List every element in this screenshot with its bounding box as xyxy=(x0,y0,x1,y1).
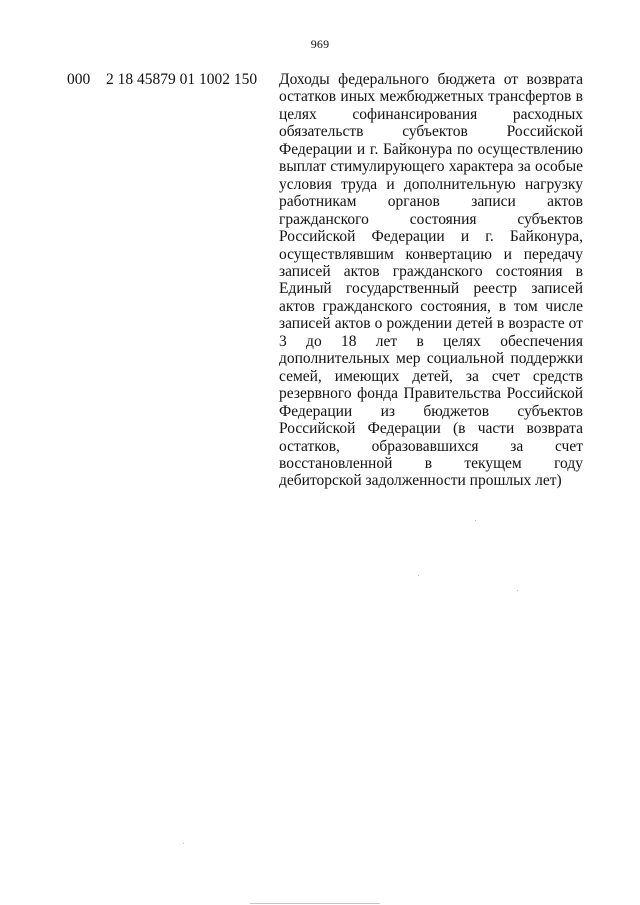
scan-edge-line xyxy=(250,903,380,904)
scan-artifact xyxy=(475,520,476,521)
income-description: Доходы федерального бюджета от возврата остатков иных межбюджетных трансфертов в целях софинансирования расходных обязательств субъектов Российской Федерации и г. Байконура по осуществлению выплат стимулирующего характера за особые условия труда и дополнительную нагрузку работникам органов записи актов гражданского состояния субъектов Российской Федерации и г. Байконура, осуществлявшим конвертацию и передачу записей актов гражданского состояния в Единый государственный реестр записей актов гражданского состояния, в том числе записей актов о рождении детей в возрасте от 3 до 18 лет в целях обеспечения дополнительных мер социальной поддержки семей, имеющих детей, за счет средств резервного фонда Правительства Российской Федерации из бюджетов субъектов Российской Федерации (в части возврата остатков, образовавшихся за счет восстановленной в текущем году дебиторской задолженности прошлых лет) xyxy=(279,71,583,490)
scan-artifact xyxy=(183,843,184,844)
page-number: 969 xyxy=(310,37,330,51)
scan-artifact xyxy=(418,575,419,576)
admin-code: 000 xyxy=(67,71,91,88)
scan-artifact xyxy=(517,590,518,591)
budget-classification-code: 2 18 45879 01 1002 150 xyxy=(106,71,258,88)
